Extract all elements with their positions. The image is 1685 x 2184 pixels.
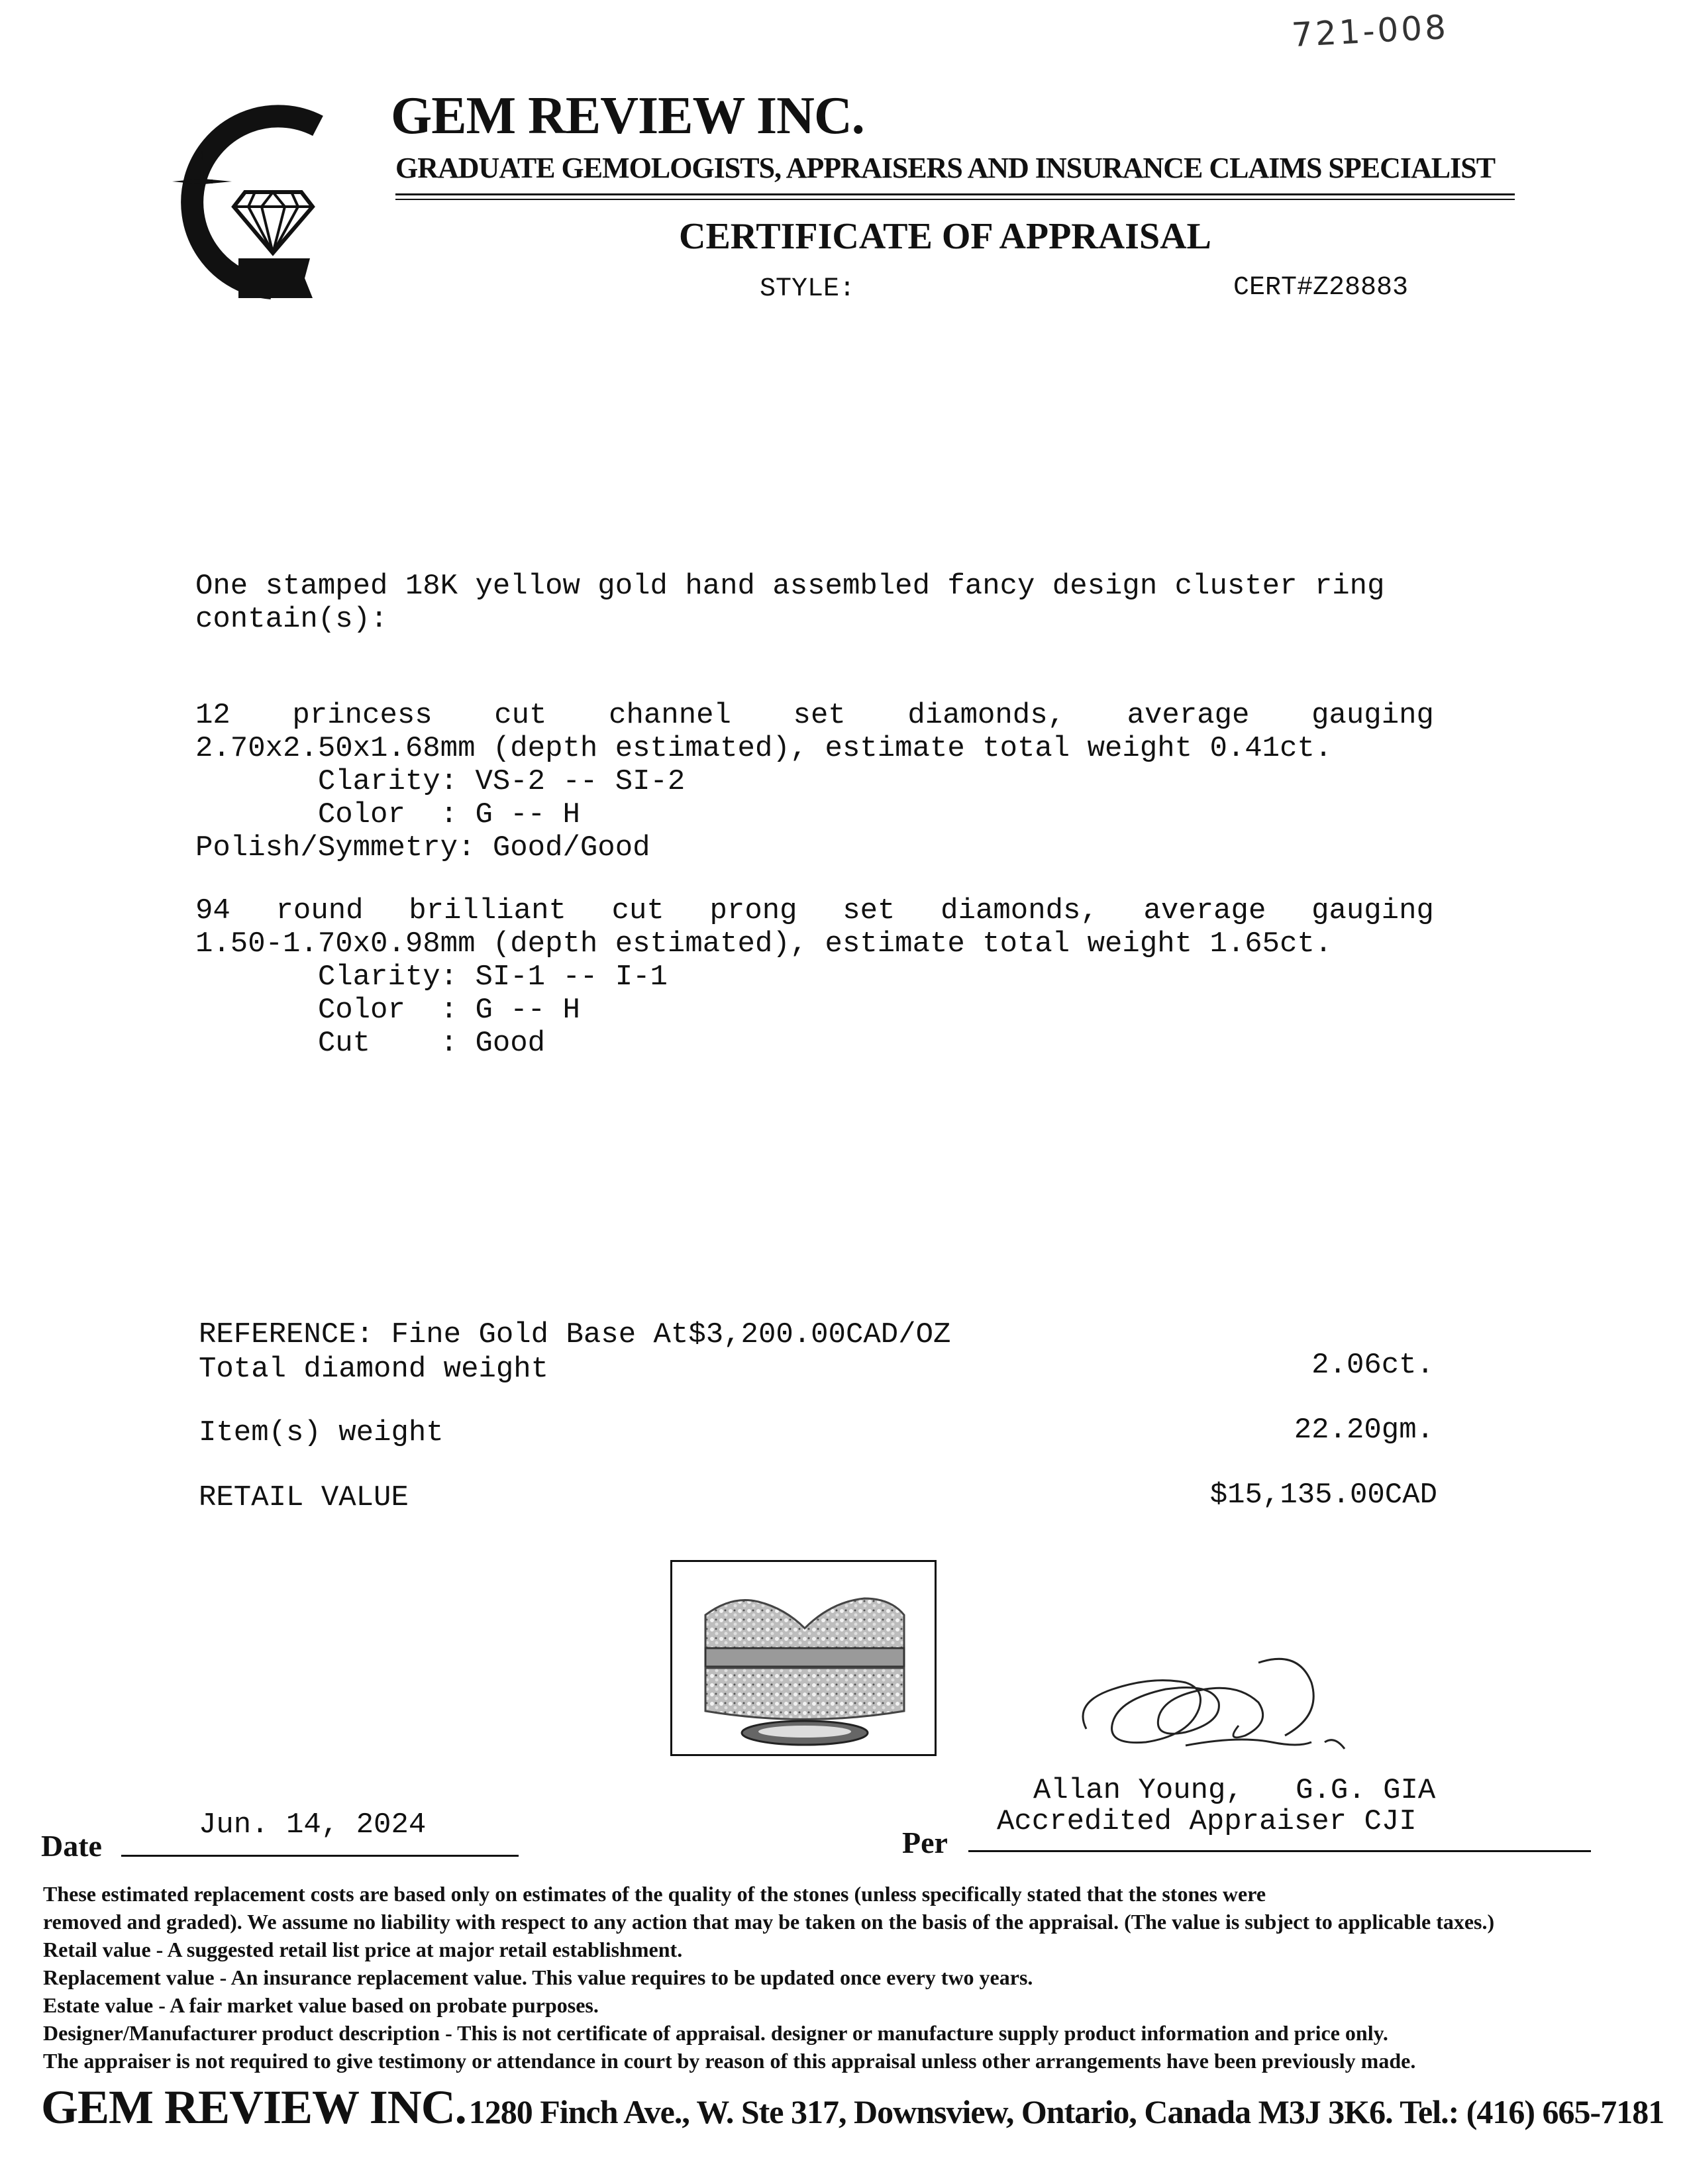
diamond-group-2-header: [195, 894, 1434, 927]
item-description-contains: contain(s):: [195, 603, 388, 636]
disclaimer-line: Retail value - A suggested retail list price at major retail establishment.: [43, 1938, 683, 1961]
word: cut: [494, 699, 547, 732]
diamond-group-2-gauging: 1.50-1.70x0.98mm (depth estimated), estimate total weight 1.65ct.: [195, 927, 1333, 961]
appraiser-credentials: Accredited Appraiser CJI: [997, 1805, 1417, 1838]
item-weight-value: 22.20gm.: [1294, 1414, 1434, 1447]
disclaimer-line: Replacement value - An insurance replacement value. This value requires to be updated once every two years.: [43, 1965, 1033, 1989]
date-label: Date: [41, 1829, 102, 1863]
diamond-group-2-cut: Cut : Good: [195, 1027, 546, 1060]
word: prong: [709, 894, 797, 927]
word: round: [276, 894, 364, 927]
word: gauging: [1311, 699, 1434, 732]
disclaimer-line: The appraiser is not required to give testimony or attendance in court by reason of this appraisal unless other arrangements have been previously made.: [43, 2049, 1416, 2073]
item-description: One stamped 18K yellow gold hand assembled fancy design cluster ring: [195, 570, 1385, 603]
appraisal-date: Jun. 14, 2024: [199, 1808, 427, 1842]
footer-address: 1280 Finch Ave., W. Ste 317, Downsview, Ontario, Canada M3J 3K6. Tel.: (416) 665-7181: [468, 2093, 1664, 2130]
diamond-count: 12: [195, 699, 230, 732]
company-logo: [139, 99, 338, 305]
word: diamonds,: [941, 894, 1098, 927]
word: gauging: [1311, 894, 1434, 927]
retail-value-label: RETAIL VALUE: [199, 1481, 409, 1514]
diamond-count: 94: [195, 894, 230, 927]
company-tagline: GRADUATE GEMOLOGISTS, APPRAISERS AND INSURANCE CLAIMS SPECIALIST: [395, 152, 1496, 184]
item-weight-label: Item(s) weight: [199, 1416, 444, 1449]
diamond-group-2-clarity: Clarity: SI-1 -- I-1: [195, 961, 668, 994]
word: cut: [611, 894, 664, 927]
diamond-group-2-color: Color : G -- H: [195, 994, 580, 1027]
footer-brand: GEM REVIEW INC.: [41, 2081, 466, 2134]
word: princess: [292, 699, 433, 732]
disclaimer-line: These estimated replacement costs are based only on estimates of the quality of the stones (unless specifically stated that the stones were: [43, 1882, 1266, 1906]
appraiser-signature: [1073, 1636, 1404, 1769]
diamond-group-1-clarity: Clarity: VS-2 -- SI-2: [195, 765, 686, 798]
signature-line: [968, 1850, 1591, 1852]
per-label: Per: [902, 1826, 948, 1859]
certificate-title: CERTIFICATE OF APPRAISAL: [679, 216, 1211, 257]
diamond-group-1-header: [195, 699, 1434, 732]
word: set: [793, 699, 846, 732]
retail-value-amount: $15,135.00CAD: [1209, 1479, 1437, 1512]
word: set: [842, 894, 895, 927]
total-diamond-weight-value: 2.06ct.: [1311, 1349, 1434, 1382]
header-rule: [395, 199, 1515, 200]
company-name: GEM REVIEW INC.: [391, 87, 864, 145]
word: diamonds,: [907, 699, 1066, 732]
date-line: [121, 1855, 519, 1857]
diamond-group-1-gauging: 2.70x2.50x1.68mm (depth estimated), estimate total weight 0.41ct.: [195, 732, 1333, 765]
disclaimer-line: Estate value - A fair market value based on probate purposes.: [43, 1993, 599, 2017]
word: brilliant: [409, 894, 566, 927]
diamond-group-1-color: Color : G -- H: [195, 798, 580, 831]
disclaimer-line: Designer/Manufacturer product description - This is not certificate of appraisal. designer or manufacture supply product information and price only.: [43, 2021, 1388, 2045]
disclaimer: [43, 1880, 1672, 2075]
disclaimer-line: removed and graded). We assume no liability with respect to any action that may be taken on the basis of the appraisal. (The value is subject to applicable taxes.): [43, 1910, 1495, 1934]
footer: [41, 2080, 1664, 2135]
word: average: [1143, 894, 1266, 927]
word: average: [1127, 699, 1250, 732]
word: channel: [609, 699, 731, 732]
header-rule: [395, 193, 1515, 195]
handwritten-reference: 721-008: [1290, 7, 1450, 55]
certificate-number: CERT#Z28883: [1233, 273, 1409, 303]
total-diamond-weight-label: Total diamond weight: [199, 1353, 549, 1386]
diamond-group-1-polish: Polish/Symmetry: Good/Good: [195, 831, 650, 864]
item-photo: [670, 1560, 937, 1756]
appraiser-name: Allan Young, G.G. GIA: [1033, 1774, 1436, 1807]
style-label: STYLE:: [760, 274, 856, 304]
ring-image: [672, 1562, 935, 1754]
reference-gold-base: REFERENCE: Fine Gold Base At$3,200.00CAD/OZ: [199, 1318, 951, 1351]
